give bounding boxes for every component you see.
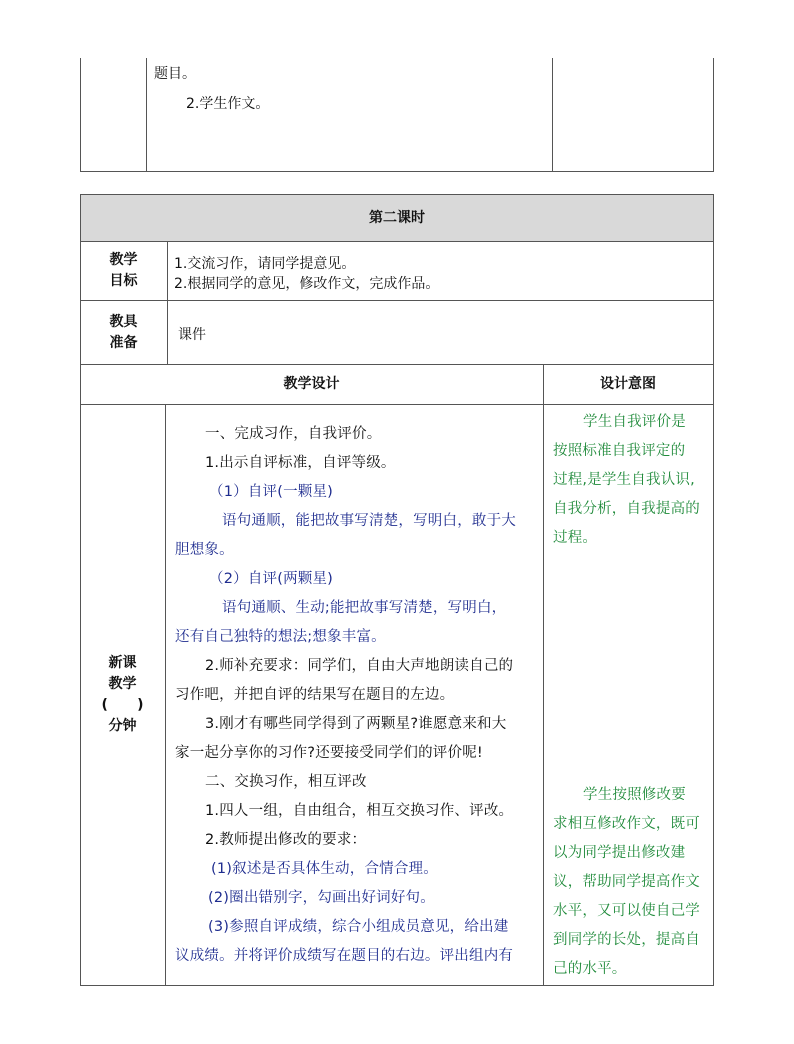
content-line: 语句通顺、生动;能把故事写清楚，写明白， xyxy=(222,600,507,616)
goal-label-line2: 目标 xyxy=(109,273,138,289)
prep-label-line2: 准备 xyxy=(109,335,138,351)
goal-item-2: 2.根据同学的意见，修改作文，完成作品。 xyxy=(174,276,440,292)
content-line: 胆想象。 xyxy=(175,542,234,558)
goal-item-1: 1.交流习作，请同学提意见。 xyxy=(174,256,356,272)
intent-line: 过程。 xyxy=(553,530,598,546)
intent-line: 学生按照修改要 xyxy=(583,787,686,803)
intent-line: 到同学的长处，提高自 xyxy=(553,932,700,948)
content-line: 二、交换习作，相互评改 xyxy=(205,774,367,790)
intent-line: 自我分析，自我提高的 xyxy=(553,501,700,517)
content-line: (2)圈出错别字，勾画出好词好句。 xyxy=(208,890,435,906)
intent-line: 以为同学提出修改建 xyxy=(553,845,686,861)
intent-line: 水平，又可以使自己学 xyxy=(553,903,700,919)
content-line: (3)参照自评成绩，综合小组成员意见，给出建 xyxy=(208,919,509,935)
prep-label-line1: 教具 xyxy=(109,314,138,330)
design-header: 教学设计 xyxy=(283,376,340,392)
intent-line: 过程,是学生自我认识, xyxy=(553,472,695,488)
content-line: 3.刚才有哪些同学得到了两颗星?谁愿意来和大 xyxy=(205,716,507,732)
top-line-2: 2.学生作文。 xyxy=(186,96,270,112)
content-line: 1.四人一组，自由组合，相互交换习作、评改。 xyxy=(205,803,514,819)
content-line: （2）自评(两颗星) xyxy=(209,571,334,587)
content-line: 家一起分享你的习作?还要接受同学们的评价呢! xyxy=(175,745,483,761)
content-line: 议成绩。并将评价成绩写在题目的右边。评出组内有 xyxy=(175,948,514,964)
lesson-title: 第二课时 xyxy=(369,210,425,226)
intent-line: 求相互修改作文，既可 xyxy=(553,816,700,832)
intent-line: 议，帮助同学提高作文 xyxy=(553,874,700,890)
intent-line: 学生自我评价是 xyxy=(583,414,686,430)
prep-value: 课件 xyxy=(178,327,206,343)
content-line: 2.师补充要求：同学们，自由大声地朗读自己的 xyxy=(205,658,514,674)
intent-line: 按照标准自我评定的 xyxy=(553,443,686,459)
content-line: （1）自评(一颗星) xyxy=(209,484,334,500)
section-label-line1: 新课 xyxy=(108,655,137,671)
content-line: 一、完成习作，自我评价。 xyxy=(205,426,382,442)
top-line-1: 题目。 xyxy=(154,66,196,82)
section-label-line4: 分钟 xyxy=(108,718,137,734)
content-line: 还有自己独特的想法;想象丰富。 xyxy=(175,629,386,645)
content-line: 2.教师提出修改的要求： xyxy=(205,832,367,848)
content-line: (1)叙述是否具体生动，合情合理。 xyxy=(211,861,438,877)
section-label-line3: ( ) xyxy=(101,697,144,713)
intent-line: 己的水平。 xyxy=(553,961,627,977)
intent-header: 设计意图 xyxy=(600,376,656,392)
content-line: 语句通顺，能把故事写清楚，写明白，敢于大 xyxy=(222,513,516,529)
section-label-line2: 教学 xyxy=(108,676,137,692)
goal-label-line1: 教学 xyxy=(109,252,138,268)
content-line: 1.出示自评标准，自评等级。 xyxy=(205,455,396,471)
content-line: 习作吧，并把自评的结果写在题目的左边。 xyxy=(175,687,455,703)
